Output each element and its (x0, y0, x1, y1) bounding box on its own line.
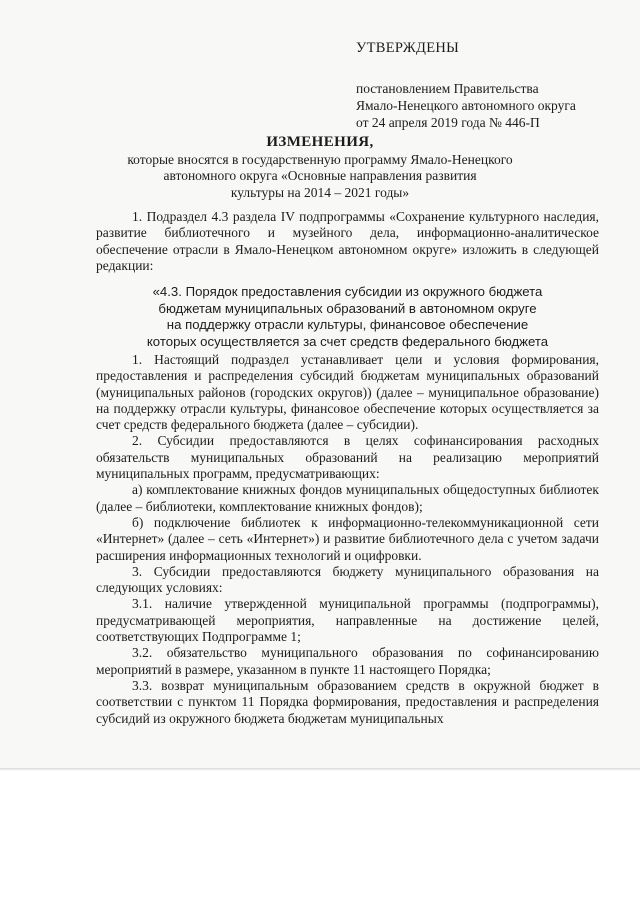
paragraph-3-3: 3.3. возврат муниципальным образованием средств в окружной бюджет в соответствии с пунктом 11 Порядка формирования, предоставления и распределения субсидий из окружного бюджета бюджетам муниципальных (96, 677, 599, 726)
paragraph-2b: б) подключение библиотек к информационно-телекоммуникационной сети «Интернет» (далее – сеть «Интернет») и развитие библиотечного дела с учетом задачи расширения информационных технологий и оцифровки. (96, 514, 599, 563)
title-main: ИЗМЕНЕНИЯ, (266, 134, 374, 150)
decree-line: постановлением Правительства (356, 81, 539, 96)
paragraph-3-2: 3.2. обязательство муниципального образования по софинансированию мероприятий в размере, указанном в пункте 11 настоящего Порядка; (96, 645, 599, 677)
paragraph-1: 1. Настоящий подраздел устанавливает цели и условия формирования, предоставления и распределения субсидий бюджетам муниципальных образований (муниципальных районов (городских округов)) (далее – муниципальное образование) на поддержку отрасли культуры, финансовое обеспечение которых осуществляется за счет средств федерального бюджета (далее – субсидии). (96, 352, 599, 433)
intro-paragraph: 1. Подраздел 4.3 раздела IV подпрограммы «Сохранение культурного наследия, развитие библиотечного и музейного дела, информационно-аналитическое обеспечение отрасли в Ямало-Ненецком автономном округе» изложить в следующей редакции: (96, 209, 599, 273)
title-line: культуры на 2014 – 2021 годы» (230, 184, 410, 200)
title-line: которые вносятся в государственную программу Ямало-Ненецкого (127, 151, 513, 167)
subsection-title-line: на поддержку отрасли культуры, финансовое обеспечение (166, 317, 529, 332)
approved-stamp: УТВЕРЖДЕНЫ (356, 40, 460, 56)
paragraph-3: 3. Субсидии предоставляются бюджету муниципального образования на следующих условиях: (96, 563, 599, 596)
decree-line: Ямало-Ненецкого автономного округа (356, 98, 576, 113)
paragraph-2: 2. Субсидии предоставляются в целях софинансирования расходных обязательств муниципальных образований на реализацию мероприятий муниципальных программ, предусматривающих: (96, 433, 599, 482)
subsection-body (96, 352, 599, 727)
decree-line: от 24 апреля 2019 года № 446-П (356, 115, 540, 130)
page-edge-divider (0, 768, 640, 771)
paragraph-3-1: 3.1. наличие утвержденной муниципальной программы (подпрограммы), предусматривающей мероприятия, направленные на достижение целей, соответствующих Подпрограмме 1; (96, 596, 599, 645)
subsection-title-line: которых осуществляется за счет средств федерального бюджета (146, 333, 549, 349)
subsection-title (96, 284, 599, 350)
intro-section (96, 209, 599, 274)
subsection-title-line: «4.3. Порядок предоставления субсидии из окружного бюджета (152, 284, 543, 299)
decree-reference (356, 80, 576, 131)
document-title (96, 134, 544, 201)
subsection-title-line: бюджетам муниципальных образований в автономном округе (158, 300, 537, 316)
paragraph-2a: а) комплектование книжных фондов муниципальных общедоступных библиотек (далее – библиотеки, комплектование книжных фондов); (96, 482, 599, 514)
title-line: автономного округа «Основные направления развития (163, 168, 477, 183)
